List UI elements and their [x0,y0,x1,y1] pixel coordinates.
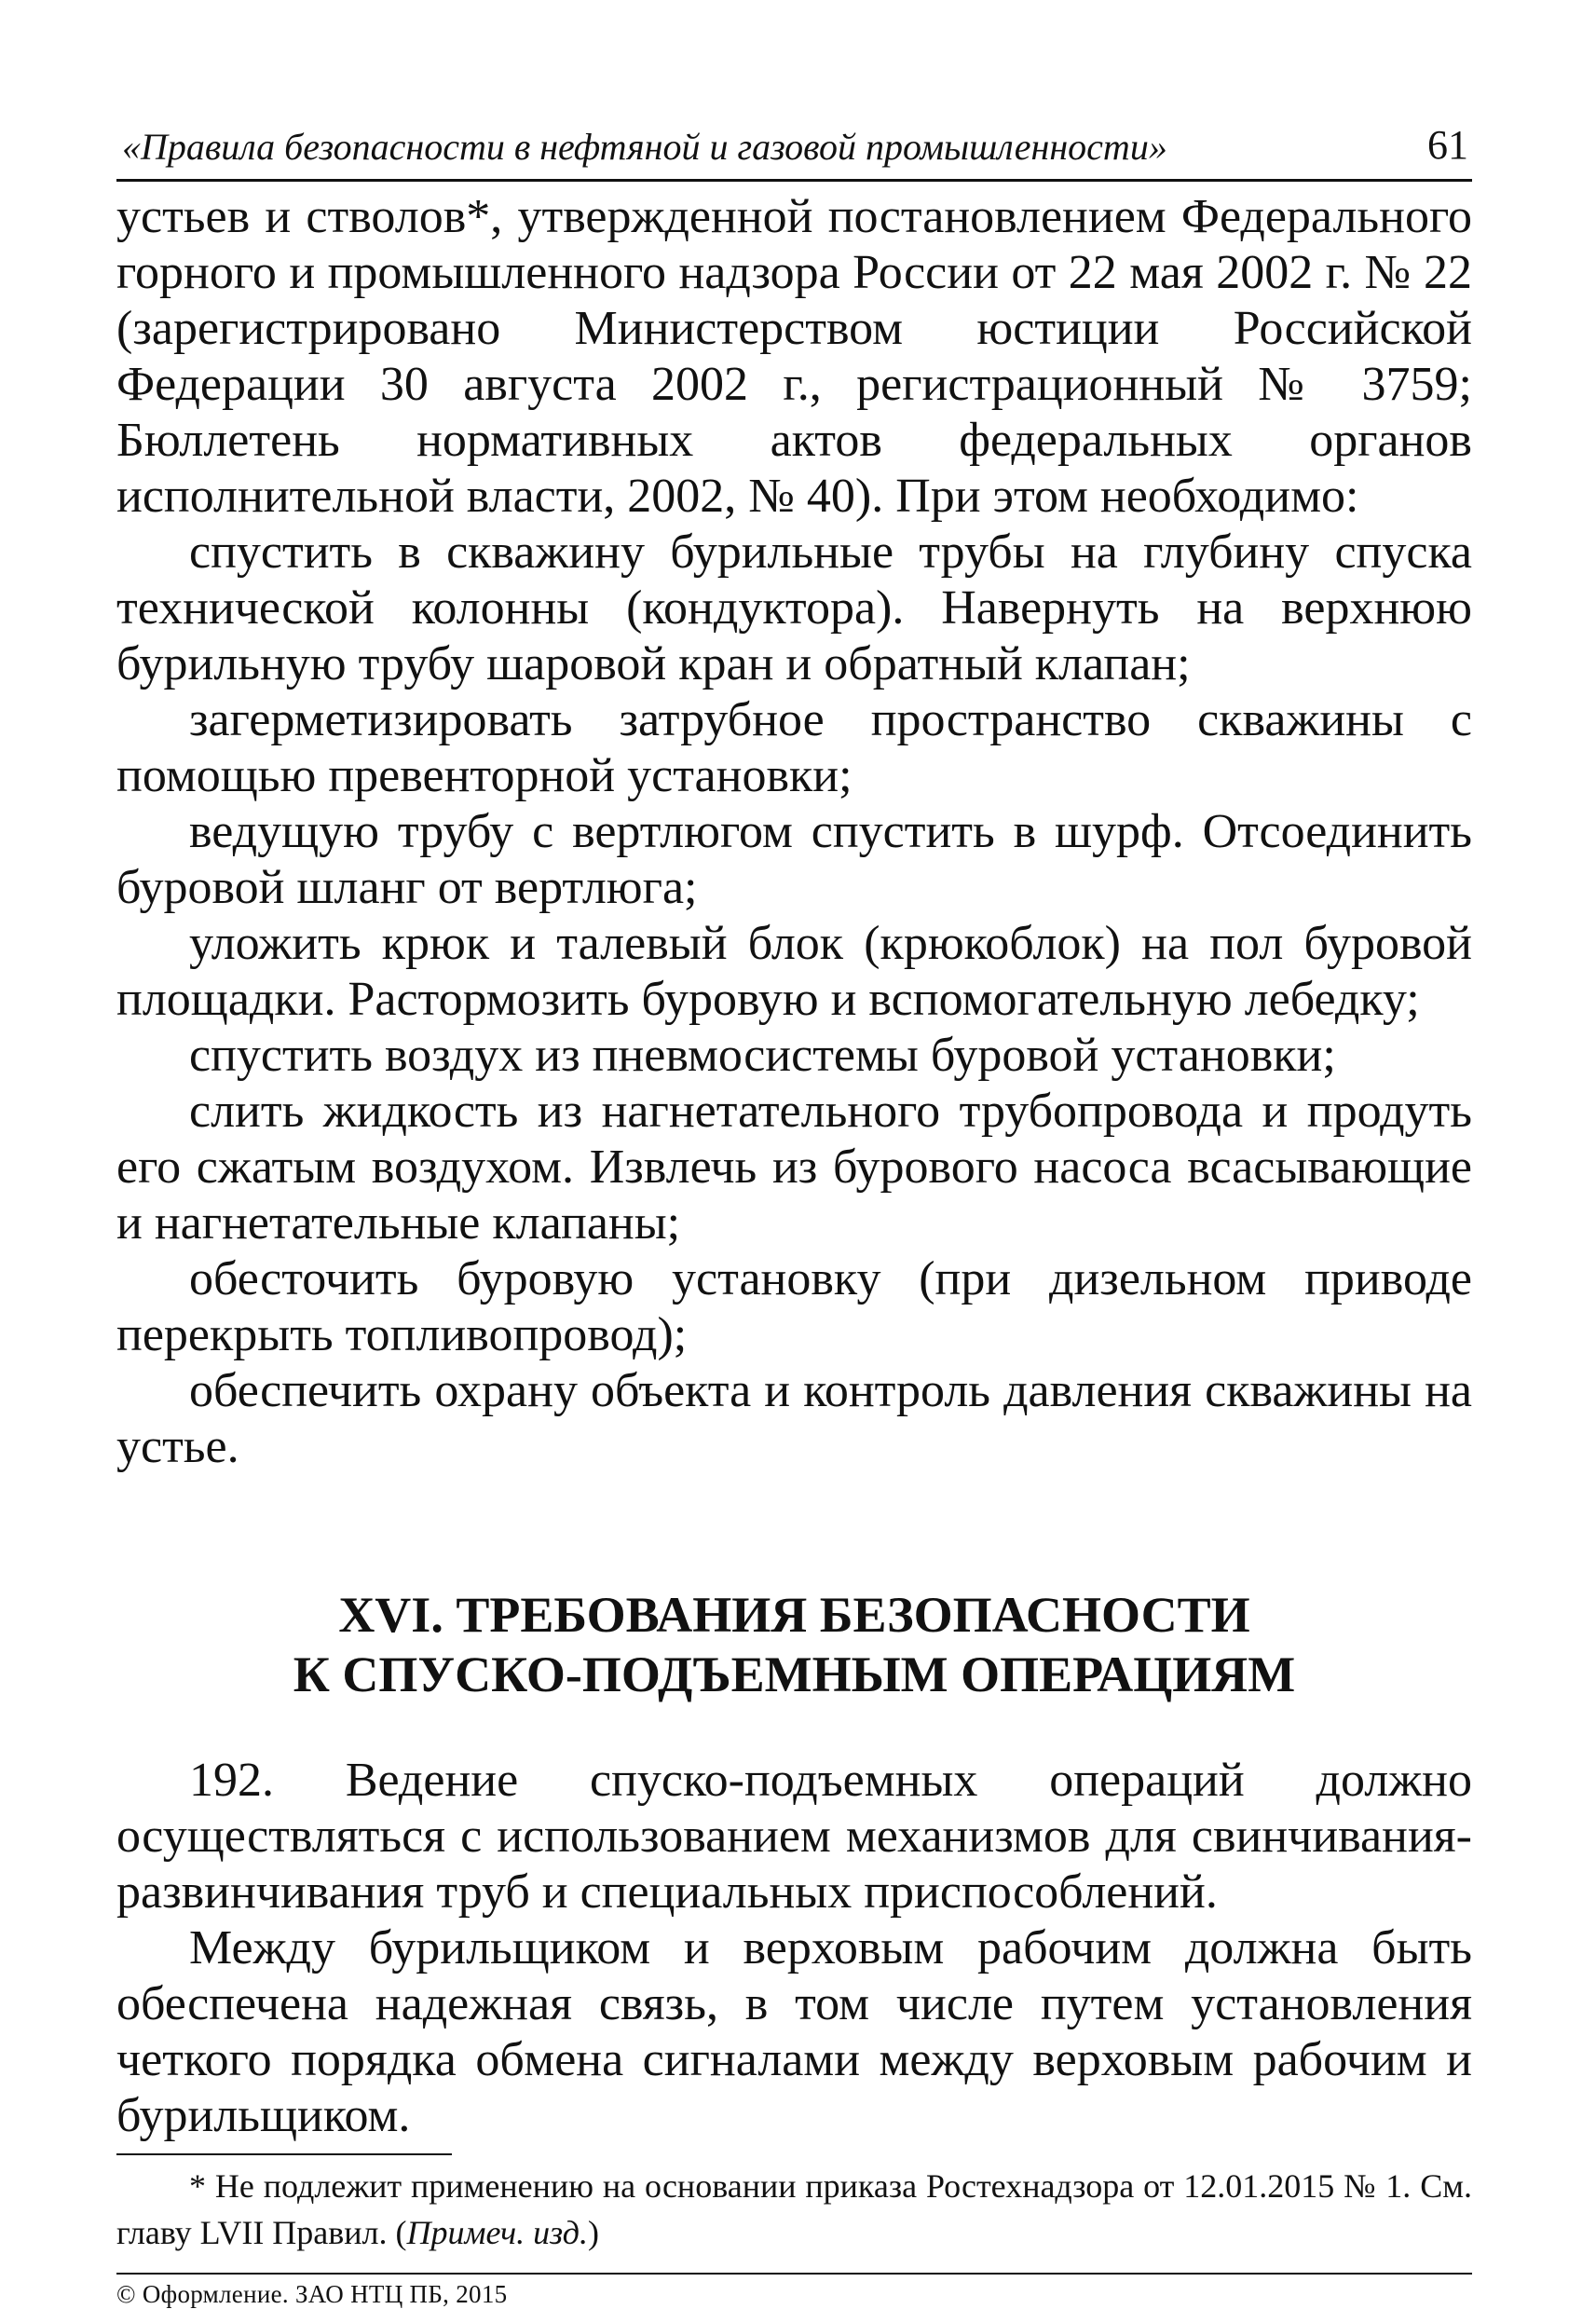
running-header [116,112,1472,182]
footnote-note: Примеч. изд. [406,2214,588,2251]
paragraph-continuation: устьев и стволов*, утвержденной постановлением Федерального горного и промышленного надзора России от 22 мая 2002 г. № 22 (зарегистрировано Министерством юстиции Российской Федерации 30 августа 2002 г., регистрационный № 3759; Бюллетень нормативных актов федеральных органов исполнительной власти, 2002, № 40). При этом необходимо: [116,190,1472,523]
section-heading-line: К СПУСКО-ПОДЪЕМНЫМ ОПЕРАЦИЯМ [293,1646,1296,1702]
list-item: уложить крюк и талевый блок (крюкоблок) на пол буровой площадки. Растормозить буровую и вспомогательную лебедку; [116,917,1472,1026]
running-title: «Правила безопасности в нефтяной и газовой промышленности» [122,126,1167,168]
list-item: загерметизировать затрубное пространство скважины с помощью превенторной установки; [116,693,1472,802]
list-item: обеспечить охрану объекта и контроль давления скважины на устье. [116,1364,1472,1473]
footnote [116,2163,1472,2256]
body-text [116,189,1472,2144]
section-heading [116,1585,1472,1704]
list-item: спустить в скважину бурильные трубы на глубину спуска технической колонны (кондуктора). Навернуть на верхнюю бурильную трубу шаровой кран и обратный клапан; [116,526,1472,690]
footnote-close: ) [587,2214,599,2251]
section-heading-line: XVI. ТРЕБОВАНИЯ БЕЗОПАСНОСТИ [338,1587,1250,1643]
section-paragraph: Между бурильщиком и верховым рабочим должна быть обеспечена надежная связь, в том числе путем установления четкого порядка обмена сигналами между верховым рабочим и бурильщиком. [116,1921,1472,2142]
footnote-rule [116,2153,452,2155]
footnote-text: * Не подлежит применению на основании приказа Ростехнадзора от 12.01.2015 № 1. См. главу LVII Правил. ( [116,2167,1472,2251]
list-item: слить жидкость из нагнетательного трубопровода и продуть его сжатым воздухом. Извлечь из бурового насоса всасывающие и нагнетательные клапаны; [116,1085,1472,1250]
copyright-rule [116,2273,1472,2275]
list-item: ведущую трубу с вертлюгом спустить в шурф. Отсоединить буровой шланг от вертлюга; [116,805,1472,914]
document-page [116,112,1472,2309]
copyright: © Оформление. ЗАО НТЦ ПБ, 2015 [116,2280,508,2308]
section-paragraph: 192. Ведение спуско-подъемных операций должно осуществляться с использованием механизмов для свинчивания-развинчивания труб и специальных приспособлений. [116,1754,1472,1919]
list-item: спустить воздух из пневмосистемы буровой установки; [189,1029,1336,1082]
list-item: обесточить буровую установку (при дизельном приводе перекрыть топливопровод); [116,1252,1472,1361]
page-number: 61 [1427,122,1468,168]
